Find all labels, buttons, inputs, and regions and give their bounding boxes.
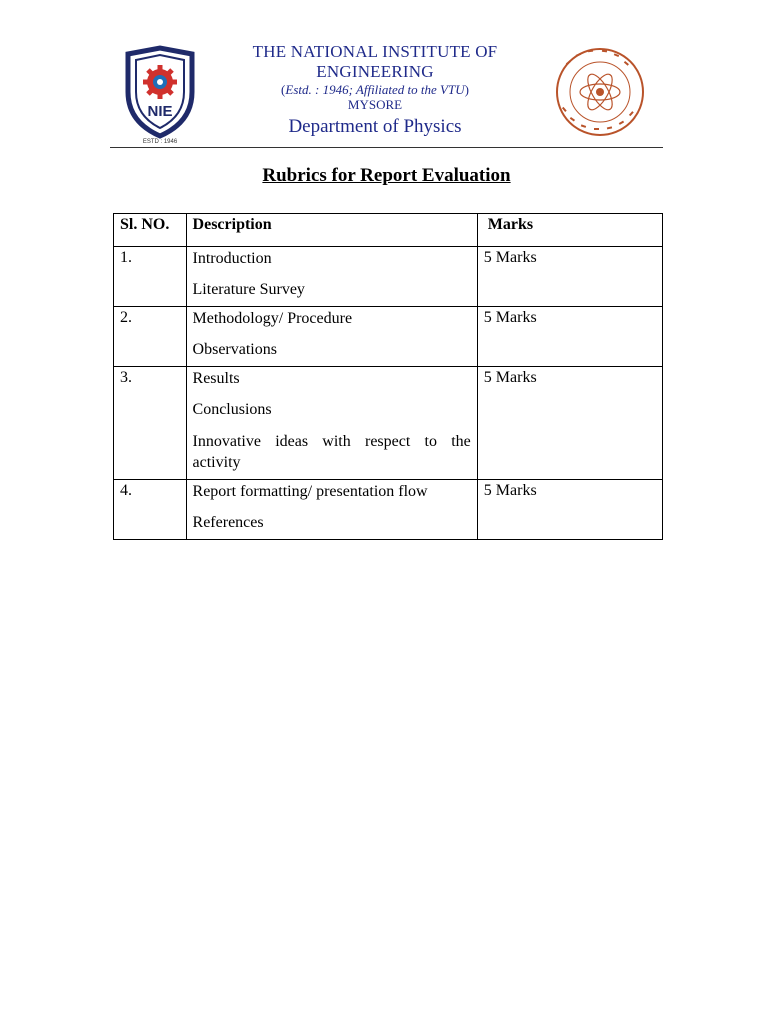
description-item: Report formatting/ presentation flow bbox=[192, 483, 428, 500]
table-row bbox=[114, 247, 663, 307]
row-description bbox=[186, 367, 477, 480]
physics-seal-icon bbox=[554, 46, 646, 138]
row-marks: 5 Marks bbox=[477, 367, 662, 480]
row-sl-no: 4. bbox=[114, 480, 187, 540]
table-row bbox=[114, 307, 663, 367]
description-item: Results bbox=[192, 370, 240, 387]
row-marks: 5 Marks bbox=[477, 247, 662, 307]
institute-name-line1: THE NATIONAL INSTITUTE OF bbox=[252, 42, 498, 61]
document-header bbox=[110, 38, 663, 148]
logo-estd-caption: ESTD : 1946 bbox=[142, 139, 178, 144]
row-sl-no: 1. bbox=[114, 247, 187, 307]
institute-name-line2: ENGINEERING bbox=[316, 62, 434, 81]
description-item: Conclusions bbox=[192, 401, 272, 418]
row-marks: 5 Marks bbox=[477, 480, 662, 540]
department-name: Department of Physics bbox=[288, 116, 462, 137]
description-item: Methodology/ Procedure bbox=[192, 310, 353, 327]
header-marks: Marks bbox=[477, 214, 662, 247]
rubric-table bbox=[113, 213, 663, 540]
row-sl-no: 3. bbox=[114, 367, 187, 480]
description-item: Innovative ideas with respect to the activity bbox=[192, 433, 471, 471]
institute-city: MYSORE bbox=[347, 97, 403, 112]
row-sl-no: 2. bbox=[114, 307, 187, 367]
institute-block bbox=[230, 42, 520, 140]
row-description bbox=[186, 307, 477, 367]
header-sl-no: Sl. NO. bbox=[114, 214, 187, 247]
row-description bbox=[186, 480, 477, 540]
logo-monogram: NIE bbox=[147, 103, 173, 120]
description-item: References bbox=[192, 514, 264, 531]
table-header-row bbox=[114, 214, 663, 247]
table-row bbox=[114, 480, 663, 540]
row-description bbox=[186, 247, 477, 307]
description-item: Introduction bbox=[192, 250, 272, 267]
table-row bbox=[114, 367, 663, 480]
nie-shield-logo-icon bbox=[120, 44, 200, 144]
institute-estd: (Estd. : 1946; Affiliated to the VTU) bbox=[281, 82, 469, 97]
description-item: Literature Survey bbox=[192, 281, 305, 298]
description-item: Observations bbox=[192, 341, 277, 358]
page-title: Rubrics for Report Evaluation bbox=[262, 165, 511, 186]
header-description: Description bbox=[186, 214, 477, 247]
row-marks: 5 Marks bbox=[477, 307, 662, 367]
header-divider bbox=[110, 147, 663, 148]
